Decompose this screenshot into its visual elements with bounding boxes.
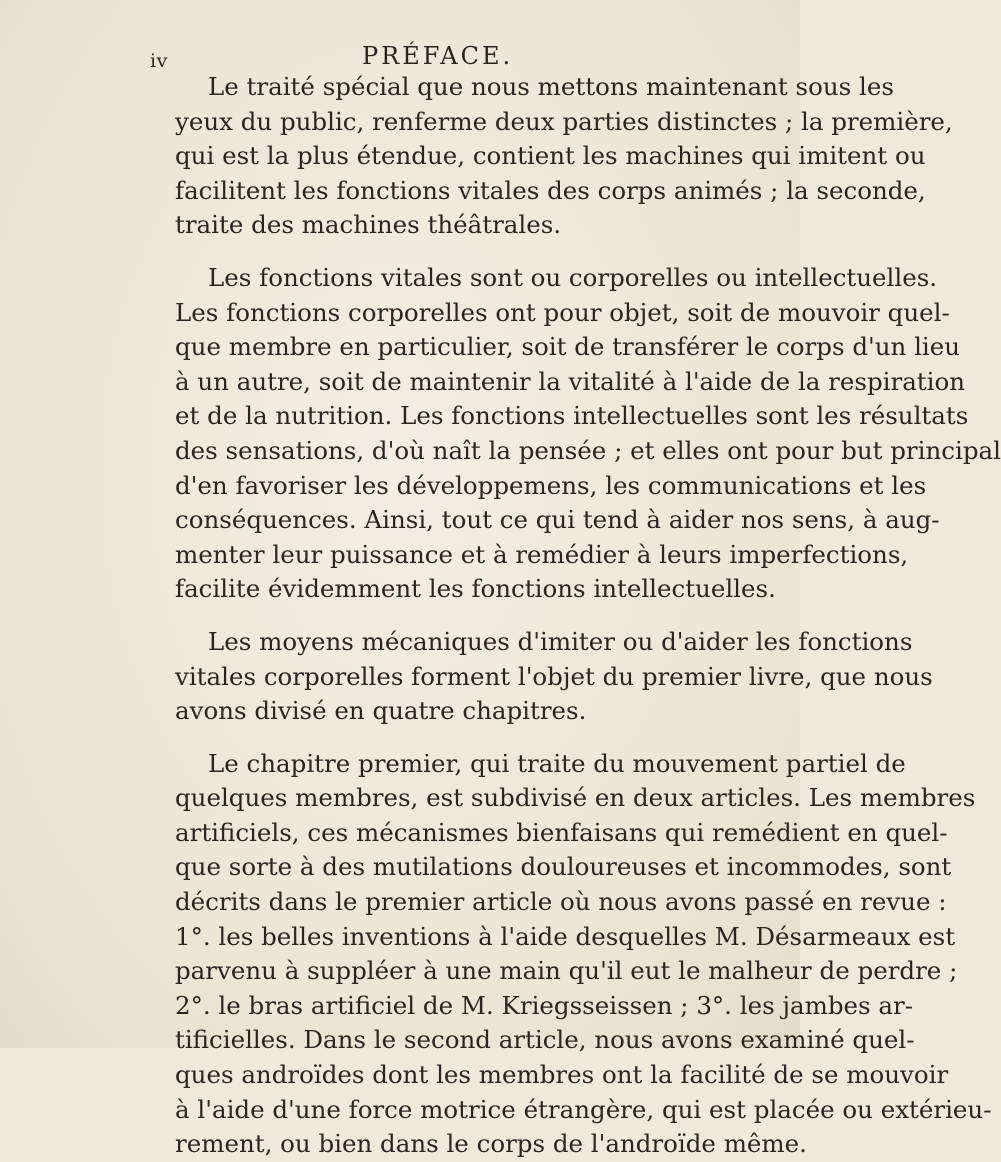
text-line: vitales corporelles forment l'objet du premier livre, que nous <box>175 661 933 691</box>
text-line: avons divisé en quatre chapitres. <box>175 696 587 726</box>
text-line: parvenu à suppléer à une main qu'il eut le malheur de perdre ; <box>175 956 958 986</box>
text-line: Le traité spécial que nous mettons maintenant sous les <box>208 72 894 101</box>
text-line: facilitent les fonctions vitales des corps animés ; la seconde, <box>175 175 926 205</box>
text-line: Les fonctions corporelles ont pour objet, soit de mouvoir quel- <box>175 297 950 327</box>
text-line: conséquences. Ainsi, tout ce qui tend à aider nos sens, à aug- <box>175 505 940 535</box>
text-line: tificielles. Dans le second article, nous avons examiné quel- <box>175 1025 915 1055</box>
text-line: ques androïdes dont les membres ont la facilité de se mouvoir <box>175 1060 949 1090</box>
text-line: 1°. les belles inventions à l'aide desquelles M. Désarmeaux est <box>175 921 956 951</box>
text-line: Le chapitre premier, qui traite du mouvement partiel de <box>208 748 906 778</box>
text-line: à un autre, soit de maintenir la vitalité à l'aide de la respiration <box>175 366 966 396</box>
paragraph <box>175 625 933 729</box>
text-line: à l'aide d'une force motrice étrangère, qui est placée ou extérieu- <box>175 1094 992 1124</box>
paragraph <box>175 70 953 243</box>
text-line: quelques membres, est subdivisé en deux articles. Les membres <box>175 783 976 813</box>
text-line: d'en favoriser les développemens, les communications et les <box>175 470 927 500</box>
text-line: yeux du public, renferme deux parties distinctes ; la première, <box>175 106 953 136</box>
text-line: Les fonctions vitales sont ou corporelles ou intellectuelles. <box>208 262 938 292</box>
paragraph <box>175 261 1001 607</box>
running-head: PRÉFACE. <box>362 42 514 70</box>
text-line: menter leur puissance et à remédier à leurs imperfections, <box>175 539 909 569</box>
text-line: artificiels, ces mécanismes bienfaisans qui remédient en quel- <box>175 817 948 847</box>
text-line: décrits dans le premier article où nous avons passé en revue : <box>175 887 947 917</box>
body-text <box>175 70 1001 1162</box>
text-line: des sensations, d'où naît la pensée ; et elles ont pour but principal <box>175 435 1001 465</box>
page-number: iv <box>150 50 168 72</box>
text-line: que sorte à des mutilations douloureuses et incommodes, sont <box>175 852 952 882</box>
text-line: Les moyens mécaniques d'imiter ou d'aider les fonctions <box>208 626 913 656</box>
text-line: facilite évidemment les fonctions intellectuelles. <box>175 574 776 604</box>
text-line: traite des machines théâtrales. <box>175 210 562 240</box>
paragraph <box>175 747 992 1162</box>
text-line: et de la nutrition. Les fonctions intellectuelles sont les résultats <box>175 401 969 431</box>
text-line: 2°. le bras artificiel de M. Kriegsseissen ; 3°. les jambes ar- <box>175 990 914 1020</box>
text-line: que membre en particulier, soit de transférer le corps d'un lieu <box>175 332 961 362</box>
text-line: rement, ou bien dans le corps de l'androïde même. <box>175 1129 807 1159</box>
text-line: qui est la plus étendue, contient les machines qui imitent ou <box>175 141 926 171</box>
